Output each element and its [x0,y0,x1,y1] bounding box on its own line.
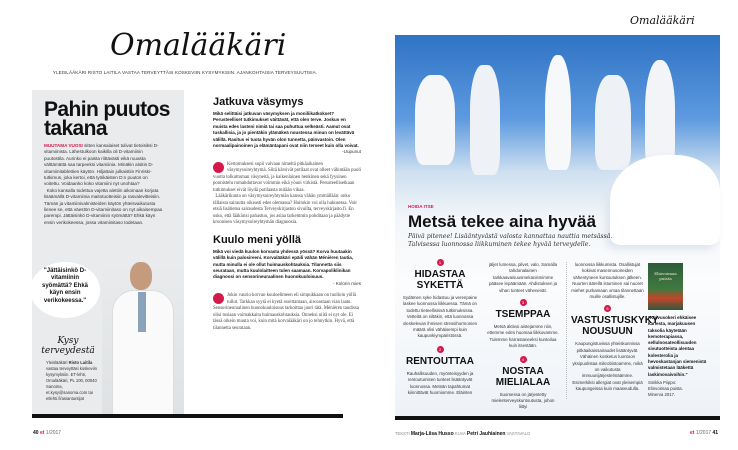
magazine-name: et [690,430,695,436]
book-column [648,263,710,398]
number-badge: 2 [437,346,444,353]
section-logo: Omalääkäri [630,14,695,27]
benefit-item [487,299,559,350]
credit-label: KUVA [454,431,466,436]
book-title: Elinvoimaa puista [654,271,677,281]
credit-label: VASTAVALO [506,431,531,436]
lead-in: MUUTAMA VUOSI [44,143,83,148]
doctor-photo [102,262,184,415]
qa-column [213,96,361,332]
number-badge: 4 [520,356,527,363]
book-quote: "Koivusokeri ehkäisee kariesta, marjakuusen taksolia käytetään kemoterapiassa, selluloosateollisuuden sivutuotteista alentaa kolesterolia ja hevoskastanjan siemenistä valmistetaan lääkettä laskimovaivoihin." [648,315,707,377]
paragraph: Koko kansalla todettua vajetta alettiin aikoinaan korjata lisäämällä D-vitamiinia maitotuotteisiin ja rasvalevitteisiin. Tämän ja vitamiinivalmisteiden käytön yhteisvaikutusta lienee se, että väestön D-vitamiinitaso on nyt aikaisempaa parempi. Jättäisinkö D-vitamiinin syömättä? Ehkä käyn ensin verikokeessa, jossa vitamiinitaso todetaan. [44,187,163,225]
section-title: Omalääkäri [110,28,287,63]
benefit-title: TSEMPPAA [495,309,551,321]
question-signature: -Uupunut [342,149,361,155]
answer-text [213,162,361,227]
benefit-item [400,346,480,397]
credits [395,431,530,437]
paragraph: Kertomuksesi sopii valvaan nimeltä pitkäaikainen väsymysoireyhtymä. Siitä kärsivät potilaat ovat olleet vähintään puoli vuotta tolkuttoman väsyneitä, ja kaikenlainen henkinen sekä fyysinen ponnistelu romahduttavat voimmin eikä yöuni virkistä. Perusteellisetkaan tutkimukset eivät löydä potilaasta mitään vikaa. [213,161,362,193]
benefit-title: VASTUSTUSKYKY NOUSUUN [571,315,659,338]
issue-number: 1/2017 [695,430,712,436]
article-title: Metsä tekee aina hyvää [408,212,597,231]
benefit-text: Suomessa on järjestetty mielenterveyskuntoutusta, johon liittyi [491,391,555,410]
sidebar-column [44,100,180,226]
page-footer [690,430,718,436]
ask-prefix: Yleislääkäri [46,360,68,365]
paragraph: Lääkärikunta on väsymysoireyhtymän kanssa vähän ymmällään: onko tällaista sairautta oikeasti edes olemassa? Hoitokin voi olla hakusessa. Voit etsiä lisätietoa sairaudesta Terveyskirjaston sivuilta, terveyskirjasto.fi. En usko, että lääkärisi pahastuu, jos asiaa tarkemmin pohditaan ja päädytte kroonisen väsymysoireyhtymän diagnoosia. [213,194,357,226]
sidebar-text [44,143,164,226]
author: Marja-Liisa Husso [410,431,454,437]
benefit-item [571,305,659,392]
paragraph: sitten kansalaiset tulivat tietoisiksi D-vitamiinista. Lähestulkoon kaikilla oli D-vitamiinin puutostila. Aurinko ei paista riittävästi eikä ruuasta välttämättä saa tarpeeksi vitamiinia. Minäkin aloitin D-vitamiinitablettien käytön. Hiljattain julkaistiin Finriski-tutkimus, joka kertoi, että työikäisten D:n puutos on voitettu. Voidaanko koko vitamiini nyt unohtaa? [44,143,159,187]
benefit-text: Rauhallisuuden, myönteisyyden ja rentoutumisen tunteet lisääntyvät luonnossa. Metsän tapahtumat kiinnittävät huomiomme. Eläinten [406,370,474,396]
ask-address: vastaa terveyttäsi koskeviin kysymyksiin. ET-lehti, Omalääkäri, PL 100, 00040 Sanoma, et.kysy@sanoma.com tai etlehti.fi/asiantuntijat [46,366,97,401]
question-text: Mikä selittäisi jatkuvan väsymyksen ja moniliikatkokset? Perusteelliset tutkimukset väittävät, että olen terve. Joskus en muista edes lasteni nimiä tai saa puhuttua selkeästi. Aamut ovat tuskallisia, ja jo pientäkin ylämäkeä noustessa minun on levättävä välillä. Rasitus ei tuota hyvän olon tunnetta, päinvastoin. Olen normaalipainoinen ja elämäntapani ovat niin terveet kuin olla voivat. [213,111,359,149]
bottom-rule [32,414,343,418]
page-number: 41 [712,430,719,436]
kicker: HOIDA ITSE [408,204,434,209]
benefit-text: Sydämen syke hidastuu ja verenpaine laskee luonnossa liikkuessa. Tämä on todettu tieteellisissä tutkimuksissa. Vetteitä on siltäkin, että luonnossa oleskelevan ihmisen stressihormonien määrä olisi vähäisempi kuin kaupunkiympäristössä. [402,295,478,339]
number-badge: 1 [437,259,444,266]
number-badge: 3 [520,299,527,306]
article-intro: Päivä pitenee! Lisääntyvästä valosta kannattaa nauttia metsässä. Talvisessa luonnossa liikkuminen tekee hyvää terveydelle. [408,233,613,248]
doctor-answer-icon [213,293,224,304]
benefit-title: NOSTAA MIELIALAA [495,365,551,388]
bottom-rule [395,416,720,420]
ask-heading: Kysy terveydestä [41,336,95,356]
sidebar-heading: Pahin puutos takana [44,98,170,140]
question-text: Mikä voi viedä kuulon korvasta yhdessä yössä? Korva huutaakin välillä kuin palosireeni. Korvalääkäri epäili vähän Ménièren tautia, mutta minulla ei ole ollut huimauskohtauksia. Tilannetta siis seurataan, mutta kuulolaitteen tulen saamaan. Korvapoliklinikan diagnoosi on sensorineuraalinen huonokuuloisuus. [213,248,354,280]
benefit-column [487,262,559,417]
ask-box [36,336,100,402]
benefit-text: Kaupungistuvissa yhteiskunnissa pitkäaikaissairaudet lisääntyvät. Vähäinen kosketus luontoon yksipuolistaa mikrobistoamme, mikä on vaikutusta immuunijärjestelmäämme. Esimerkiksi allergiat ovat yleisempiä kaupungeissa kuin maaseudulla. [572,341,643,392]
page-footer [33,430,61,436]
benefit-item [400,259,480,340]
article-header [408,203,638,249]
page-number: 40 [33,430,39,436]
issue-number: 1/2017 [45,430,62,436]
benefit-column [566,262,659,399]
doctor-name: Risto Laitila [68,360,93,365]
magazine-name: et [39,430,45,436]
benefit-column [400,259,480,402]
paragraph: Jokin vaurio korvan kuuloelimeen eli simpukkaan on tuolloin yöllä tullut. Tarkkaa syytä ei kyetä osoittamaan, aiwoastaan vian laatu. Sensorineuraalinen huonokuuloisuus tarkoittaa juuri tätä. Ménièren taudissa olisi tosiaan voimakkaita huimauskohtauksia. Onneksi niitä ei nyt ole. Ei tässä oikein muuta voi, kuin mitä korvalääkäri on jo tehnytkin. Hyvä, että tilannetta seurataan. [213,293,359,331]
answer-text [213,293,361,332]
benefit-text-continued: luonnossa liikkumista. Osallistujat kokivat masennusoireiden vähentyneen kuntoutuksen jälkeen. Nuorten äärellä istuminen sai nuoret miehet purkamaan omaa tilannettaan muille osallistujille. [571,262,644,300]
benefit-text: Metsä aktivoi aistejamme niin, ettemme edes huomaa liikkuvamme. Tulemme harrastaneeksi kuntoilua kuin itsestään. [487,324,559,349]
benefit-text-continued: jäljet lumessa, pilvet, valo. Samalla tahdonalainen tarkkaavaisuusmekanismimme pääsee lepäämään. Ahdistuksen ja vihan tunteet vähenevät. [488,262,558,293]
credit-label: TEKSTI [395,431,410,436]
benefit-title: HIDASTAA SYKETTÄ [414,269,466,291]
benefit-title: RENTOUTTAA [406,355,474,367]
question-heading: Kuulo meni yöllä [213,233,302,246]
number-badge: 5 [604,305,611,312]
book-cover [648,263,683,310]
question-signature: - Kolorin mies [332,280,361,286]
photographer: Petri Jauhiainen [466,431,506,437]
pull-quote: "Jättäisinkö D-vitamiinin syömättä? Ehkä käyn ensin verikokeessa." [41,268,89,304]
doctor-answer-icon [213,162,224,173]
section-subtitle: YLEISLÄÄKÄRI RISTO LAITILA VASTAA TERVEYTTÄSI KOSKEVIIN KYSYMYKSIIN. AJANKOHTAISIA TERVEYSUUTISIA. [52,70,318,75]
book-credit: Sinikka Piippo: Elinvoimaa puista. Minerva 2017. [648,379,683,397]
benefit-item [487,356,559,411]
ask-text [46,360,100,402]
question-heading: Jatkuva väsymys [213,96,304,108]
